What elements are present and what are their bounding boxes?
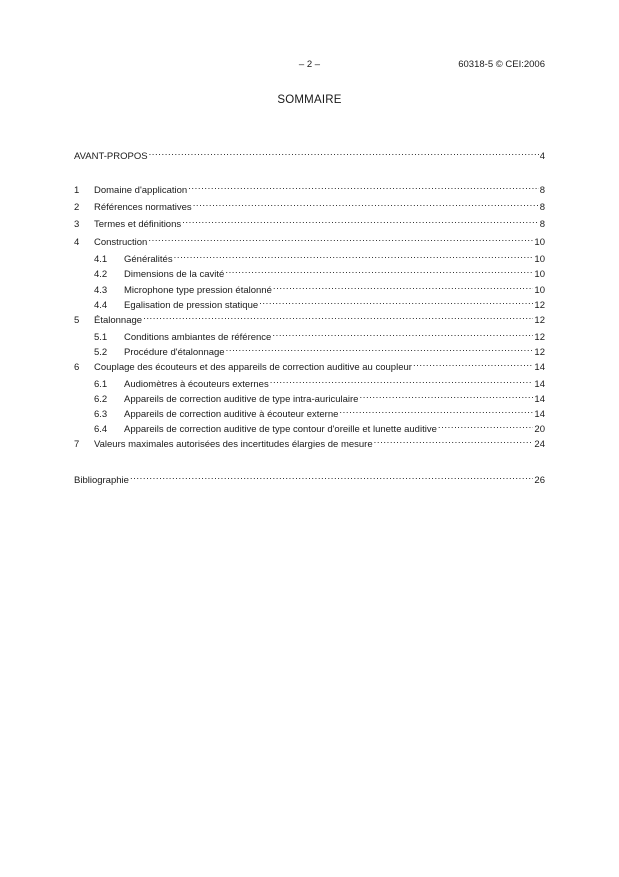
toc-entry[interactable] xyxy=(74,214,545,230)
toc-entry-avant-propos[interactable] xyxy=(74,146,545,162)
dot-leader xyxy=(149,146,539,159)
dot-leader xyxy=(272,327,533,340)
toc-entry[interactable] xyxy=(74,249,545,265)
toc-label: Construction xyxy=(94,237,148,248)
dot-leader xyxy=(130,470,533,483)
toc-label: Domaine d'application xyxy=(94,185,188,196)
toc-label: Egalisation de pression statique xyxy=(124,300,259,311)
toc-label: Conditions ambiantes de référence xyxy=(124,332,272,343)
toc-label: Procédure d'étalonnage xyxy=(124,347,225,358)
toc-label: Appareils de correction auditive à écouteur externe xyxy=(124,409,339,420)
toc-label: Étalonnage xyxy=(94,315,143,326)
toc-page: 10 xyxy=(534,269,545,280)
toc-entry[interactable] xyxy=(74,434,545,450)
dot-leader xyxy=(273,280,534,293)
dot-leader xyxy=(438,419,534,432)
toc-label: Généralités xyxy=(124,254,173,265)
toc-entry[interactable] xyxy=(74,389,545,405)
toc-number: 6.4 xyxy=(94,424,108,435)
toc-number: 4.3 xyxy=(94,285,108,296)
toc-entry[interactable] xyxy=(74,280,545,296)
toc-number: 1 xyxy=(74,185,80,196)
toc-page: 8 xyxy=(539,219,545,230)
toc-entry-bibliographie[interactable] xyxy=(74,470,545,486)
dot-leader xyxy=(225,264,533,277)
toc-entry[interactable] xyxy=(74,197,545,213)
toc-number: 6.3 xyxy=(94,409,108,420)
toc-page: 10 xyxy=(534,254,545,265)
toc-label: Références normatives xyxy=(94,202,192,213)
toc-page: 26 xyxy=(534,475,545,486)
document-reference: 60318-5 © CEI:2006 xyxy=(458,59,545,70)
toc-page: 14 xyxy=(534,394,545,405)
toc-entry[interactable] xyxy=(74,374,545,390)
page-title: SOMMAIRE xyxy=(277,94,342,106)
dot-leader xyxy=(193,197,539,210)
toc-number: 5 xyxy=(74,315,80,326)
dot-leader xyxy=(174,249,534,262)
toc-number: 3 xyxy=(74,219,80,230)
dot-leader xyxy=(148,232,533,245)
dot-leader xyxy=(259,295,533,308)
toc-number: 5.1 xyxy=(94,332,108,343)
dot-leader xyxy=(182,214,539,227)
toc-page: 24 xyxy=(534,439,545,450)
toc-page: 14 xyxy=(534,409,545,420)
toc-number: 7 xyxy=(74,439,80,450)
toc-number: 6.2 xyxy=(94,394,108,405)
toc-entry[interactable] xyxy=(74,357,545,373)
toc-entry[interactable] xyxy=(74,419,545,435)
toc-entry[interactable] xyxy=(74,404,545,420)
toc-number: 5.2 xyxy=(94,347,108,358)
dot-leader xyxy=(226,342,534,355)
toc-label: Couplage des écouteurs et des appareils de correction auditive au coupleur xyxy=(94,362,412,373)
dot-leader xyxy=(374,434,534,447)
toc-label: Termes et définitions xyxy=(94,219,182,230)
toc-page: 12 xyxy=(534,300,545,311)
toc-number: 4 xyxy=(74,237,80,248)
toc-label: Appareils de correction auditive de type intra-auriculaire xyxy=(124,394,359,405)
toc-entry[interactable] xyxy=(74,342,545,358)
toc-number: 6 xyxy=(74,362,80,373)
toc-label: Dimensions de la cavité xyxy=(124,269,225,280)
dot-leader xyxy=(413,357,533,370)
toc-page: 8 xyxy=(539,202,545,213)
toc-label: AVANT-PROPOS xyxy=(74,151,148,162)
dot-leader xyxy=(143,310,533,323)
toc-number: 4.4 xyxy=(94,300,108,311)
toc-entry[interactable] xyxy=(74,264,545,280)
toc-page: 4 xyxy=(539,151,545,162)
toc-label: Valeurs maximales autorisées des incertitudes élargies de mesure xyxy=(94,439,373,450)
toc-number: 6.1 xyxy=(94,379,108,390)
toc-number: 2 xyxy=(74,202,80,213)
toc-page: 14 xyxy=(534,362,545,373)
toc-page: 10 xyxy=(534,237,545,248)
toc-page: 8 xyxy=(539,185,545,196)
toc-label: Bibliographie xyxy=(74,475,129,486)
toc-entry[interactable] xyxy=(74,232,545,248)
toc-entry[interactable] xyxy=(74,295,545,311)
toc-number: 4.2 xyxy=(94,269,108,280)
toc-page: 12 xyxy=(534,315,545,326)
toc-number: 4.1 xyxy=(94,254,108,265)
toc-label: Appareils de correction auditive de type contour d'oreille et lunette auditive xyxy=(124,424,437,435)
toc-page: 14 xyxy=(534,379,545,390)
toc-page: 12 xyxy=(534,347,545,358)
dot-leader xyxy=(339,404,533,417)
dot-leader xyxy=(270,374,534,387)
page-number: – 2 – xyxy=(298,59,321,70)
toc-page: 20 xyxy=(534,424,545,435)
toc-entry[interactable] xyxy=(74,180,545,196)
toc-label: Audiomètres à écouteurs externes xyxy=(124,379,269,390)
page-header xyxy=(0,59,619,73)
dot-leader xyxy=(359,389,533,402)
toc-page: 10 xyxy=(534,285,545,296)
toc-page: 12 xyxy=(534,332,545,343)
dot-leader xyxy=(188,180,539,193)
toc-label: Microphone type pression étalonné xyxy=(124,285,272,296)
toc-entry[interactable] xyxy=(74,327,545,343)
toc-entry[interactable] xyxy=(74,310,545,326)
